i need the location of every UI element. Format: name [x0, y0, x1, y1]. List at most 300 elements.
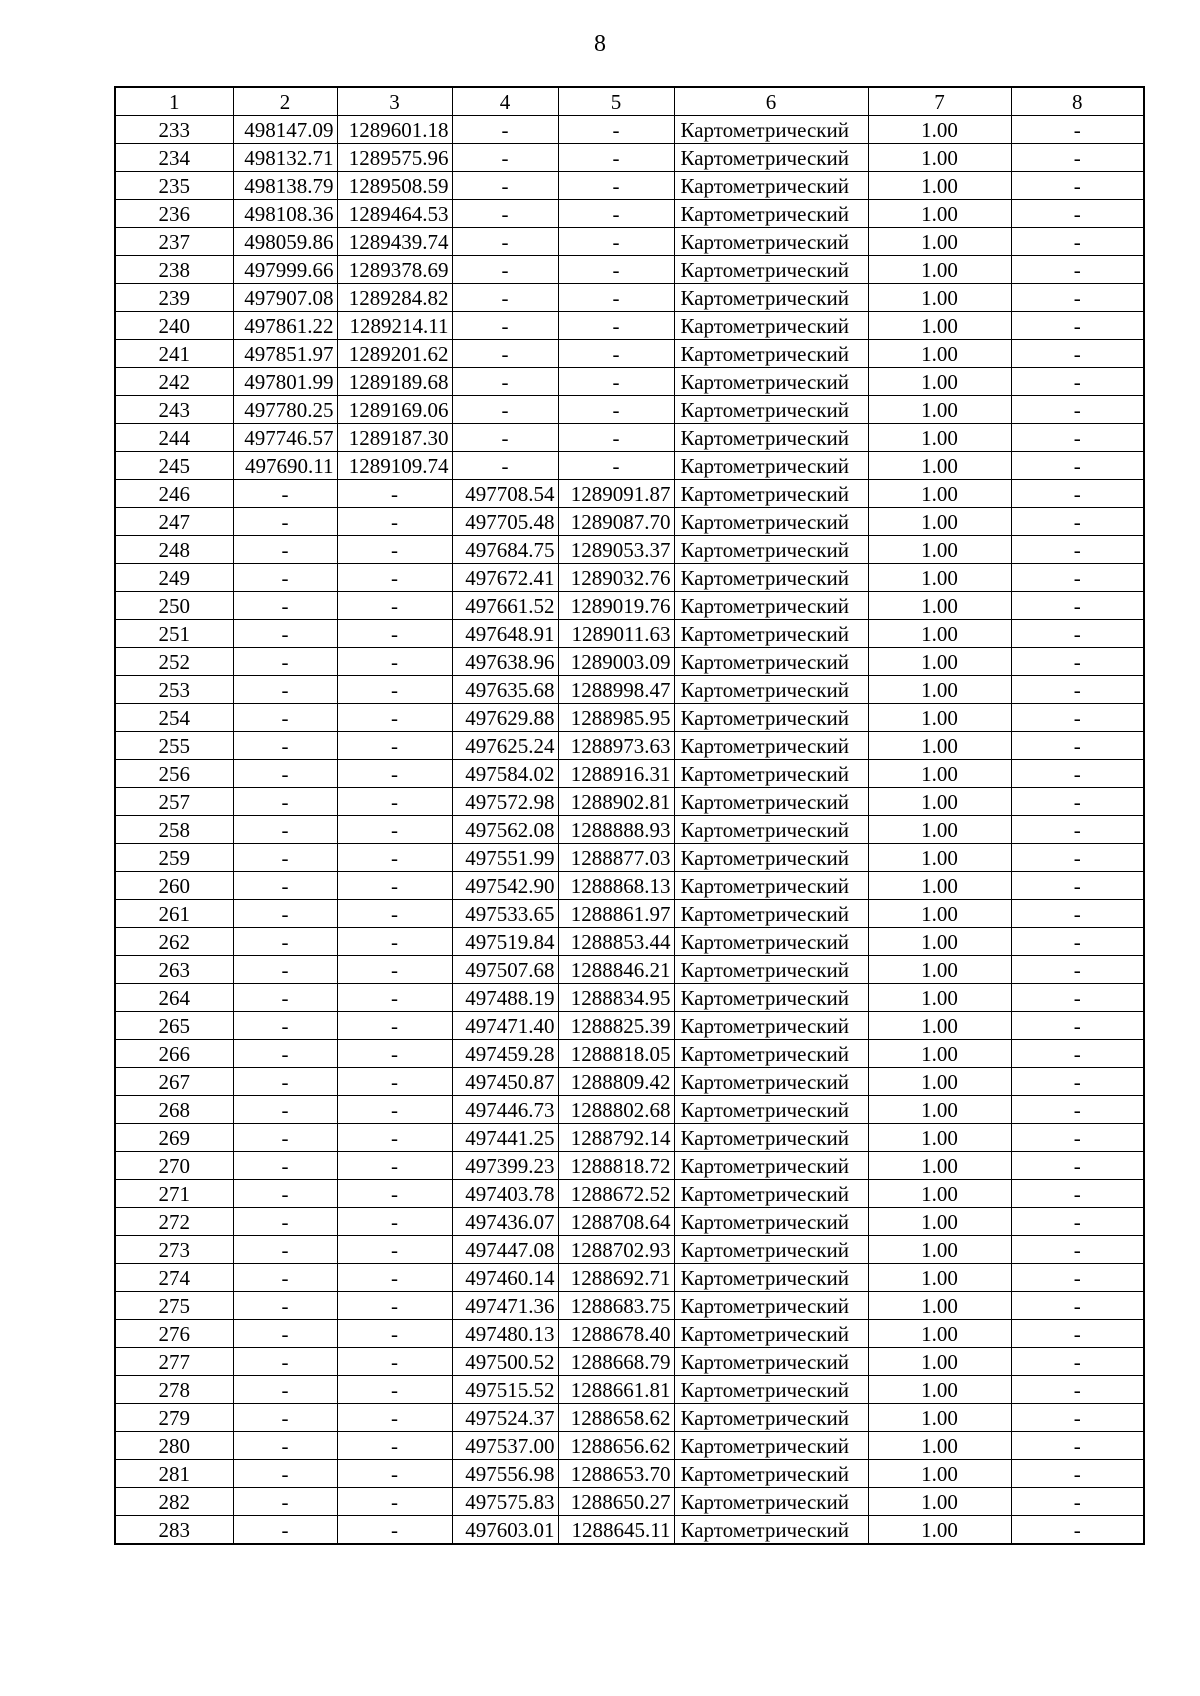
cell-existing-x: - [233, 1348, 337, 1376]
cell-description: - [1011, 564, 1144, 592]
cell-new-x: 497480.13 [452, 1320, 558, 1348]
cell-new-x: 497542.90 [452, 872, 558, 900]
cell-existing-x: - [233, 1152, 337, 1180]
cell-existing-y: - [337, 1180, 452, 1208]
cell-point-number: 259 [115, 844, 233, 872]
cell-existing-y: - [337, 788, 452, 816]
cell-description: - [1011, 620, 1144, 648]
table-row [115, 1320, 1144, 1348]
cell-accuracy: 1.00 [868, 536, 1011, 564]
table-row [115, 1208, 1144, 1236]
cell-accuracy: 1.00 [868, 928, 1011, 956]
cell-existing-x: - [233, 1432, 337, 1460]
cell-description: - [1011, 1292, 1144, 1320]
cell-existing-y: - [337, 732, 452, 760]
cell-existing-y: - [337, 1012, 452, 1040]
cell-method: Картометрический [674, 1320, 868, 1348]
cell-description: - [1011, 1096, 1144, 1124]
cell-existing-x: 497746.57 [233, 424, 337, 452]
cell-accuracy: 1.00 [868, 116, 1011, 144]
cell-existing-y: - [337, 844, 452, 872]
cell-new-x: 497533.65 [452, 900, 558, 928]
cell-description: - [1011, 760, 1144, 788]
cell-new-y: 1289091.87 [558, 480, 674, 508]
cell-accuracy: 1.00 [868, 620, 1011, 648]
cell-new-x: 497705.48 [452, 508, 558, 536]
cell-existing-y: 1289214.11 [337, 312, 452, 340]
cell-method: Картометрический [674, 984, 868, 1012]
cell-existing-x: - [233, 480, 337, 508]
table-row [115, 1152, 1144, 1180]
cell-description: - [1011, 1180, 1144, 1208]
cell-method: Картометрический [674, 1236, 868, 1264]
table-row [115, 228, 1144, 256]
cell-method: Картометрический [674, 1264, 868, 1292]
cell-new-y: 1288818.72 [558, 1152, 674, 1180]
cell-new-y: 1288802.68 [558, 1096, 674, 1124]
cell-new-y: 1288818.05 [558, 1040, 674, 1068]
table-row [115, 200, 1144, 228]
cell-description: - [1011, 1040, 1144, 1068]
cell-point-number: 234 [115, 144, 233, 172]
table-row [115, 928, 1144, 956]
cell-existing-x: 498138.79 [233, 172, 337, 200]
cell-new-y: 1288661.81 [558, 1376, 674, 1404]
cell-new-x: 497519.84 [452, 928, 558, 956]
cell-new-y: 1288658.62 [558, 1404, 674, 1432]
table-row [115, 340, 1144, 368]
cell-method: Картометрический [674, 1460, 868, 1488]
cell-accuracy: 1.00 [868, 508, 1011, 536]
table-row [115, 452, 1144, 480]
cell-new-x: 497584.02 [452, 760, 558, 788]
cell-accuracy: 1.00 [868, 368, 1011, 396]
cell-point-number: 265 [115, 1012, 233, 1040]
cell-existing-x: 498132.71 [233, 144, 337, 172]
cell-description: - [1011, 340, 1144, 368]
cell-point-number: 266 [115, 1040, 233, 1068]
cell-method: Картометрический [674, 1124, 868, 1152]
cell-description: - [1011, 1320, 1144, 1348]
cell-method: Картометрический [674, 116, 868, 144]
cell-accuracy: 1.00 [868, 984, 1011, 1012]
cell-new-x: - [452, 396, 558, 424]
cell-point-number: 267 [115, 1068, 233, 1096]
header-row [115, 87, 1144, 116]
cell-existing-y: - [337, 872, 452, 900]
cell-new-x: - [452, 116, 558, 144]
cell-method: Картометрический [674, 788, 868, 816]
table-row [115, 788, 1144, 816]
cell-accuracy: 1.00 [868, 732, 1011, 760]
cell-point-number: 233 [115, 116, 233, 144]
cell-accuracy: 1.00 [868, 1516, 1011, 1545]
cell-point-number: 237 [115, 228, 233, 256]
cell-method: Картометрический [674, 928, 868, 956]
cell-existing-y: - [337, 480, 452, 508]
cell-new-y: 1288902.81 [558, 788, 674, 816]
cell-existing-y: 1289169.06 [337, 396, 452, 424]
cell-new-x: 497515.52 [452, 1376, 558, 1404]
cell-point-number: 279 [115, 1404, 233, 1432]
cell-description: - [1011, 1460, 1144, 1488]
cell-existing-x: - [233, 1488, 337, 1516]
cell-new-y: - [558, 144, 674, 172]
cell-existing-x: - [233, 760, 337, 788]
cell-existing-y: - [337, 1488, 452, 1516]
table-row [115, 872, 1144, 900]
cell-existing-x: - [233, 1040, 337, 1068]
cell-existing-y: 1289601.18 [337, 116, 452, 144]
cell-description: - [1011, 172, 1144, 200]
cell-method: Картометрический [674, 872, 868, 900]
cell-accuracy: 1.00 [868, 172, 1011, 200]
cell-existing-y: - [337, 1348, 452, 1376]
cell-accuracy: 1.00 [868, 704, 1011, 732]
cell-description: - [1011, 1152, 1144, 1180]
table-row [115, 900, 1144, 928]
cell-new-y: - [558, 424, 674, 452]
table-row [115, 368, 1144, 396]
cell-accuracy: 1.00 [868, 648, 1011, 676]
cell-new-x: - [452, 424, 558, 452]
cell-existing-x: 497861.22 [233, 312, 337, 340]
cell-existing-x: - [233, 956, 337, 984]
cell-existing-y: - [337, 1040, 452, 1068]
cell-new-y: 1289019.76 [558, 592, 674, 620]
column-header: 3 [337, 87, 452, 116]
column-header: 5 [558, 87, 674, 116]
cell-method: Картометрический [674, 816, 868, 844]
cell-description: - [1011, 116, 1144, 144]
cell-method: Картометрический [674, 844, 868, 872]
cell-new-x: 497708.54 [452, 480, 558, 508]
cell-new-y: 1289032.76 [558, 564, 674, 592]
cell-accuracy: 1.00 [868, 1264, 1011, 1292]
cell-new-y: 1288702.93 [558, 1236, 674, 1264]
cell-new-x: 497625.24 [452, 732, 558, 760]
cell-new-x: - [452, 256, 558, 284]
table-row [115, 284, 1144, 312]
cell-accuracy: 1.00 [868, 1488, 1011, 1516]
cell-description: - [1011, 788, 1144, 816]
cell-new-x: - [452, 312, 558, 340]
cell-existing-x: - [233, 1292, 337, 1320]
cell-new-x: 497460.14 [452, 1264, 558, 1292]
column-header: 1 [115, 87, 233, 116]
cell-existing-x: - [233, 984, 337, 1012]
table-row [115, 1096, 1144, 1124]
cell-new-x: - [452, 172, 558, 200]
cell-existing-y: - [337, 1152, 452, 1180]
cell-existing-x: - [233, 928, 337, 956]
cell-accuracy: 1.00 [868, 1012, 1011, 1040]
cell-new-y: 1288877.03 [558, 844, 674, 872]
cell-new-y: 1288678.40 [558, 1320, 674, 1348]
cell-method: Картометрический [674, 620, 868, 648]
cell-new-y: 1288668.79 [558, 1348, 674, 1376]
cell-new-x: 497572.98 [452, 788, 558, 816]
column-header: 4 [452, 87, 558, 116]
cell-new-x: 497403.78 [452, 1180, 558, 1208]
cell-method: Картометрический [674, 1376, 868, 1404]
cell-new-y: 1288861.97 [558, 900, 674, 928]
table-row [115, 592, 1144, 620]
cell-method: Картометрический [674, 424, 868, 452]
cell-description: - [1011, 984, 1144, 1012]
cell-description: - [1011, 816, 1144, 844]
table-row [115, 256, 1144, 284]
cell-point-number: 245 [115, 452, 233, 480]
cell-point-number: 269 [115, 1124, 233, 1152]
cell-existing-y: 1289189.68 [337, 368, 452, 396]
cell-existing-y: - [337, 1460, 452, 1488]
cell-existing-y: 1289378.69 [337, 256, 452, 284]
cell-existing-x: 497690.11 [233, 452, 337, 480]
cell-method: Картометрический [674, 592, 868, 620]
cell-method: Картометрический [674, 172, 868, 200]
cell-method: Картометрический [674, 396, 868, 424]
cell-accuracy: 1.00 [868, 872, 1011, 900]
cell-description: - [1011, 480, 1144, 508]
cell-method: Картометрический [674, 760, 868, 788]
cell-point-number: 253 [115, 676, 233, 704]
table-row [115, 536, 1144, 564]
cell-new-y: 1288916.31 [558, 760, 674, 788]
cell-new-y: 1288868.13 [558, 872, 674, 900]
cell-new-y: 1289011.63 [558, 620, 674, 648]
table-row [115, 1460, 1144, 1488]
cell-description: - [1011, 1264, 1144, 1292]
cell-description: - [1011, 956, 1144, 984]
cell-accuracy: 1.00 [868, 228, 1011, 256]
table-row [115, 396, 1144, 424]
table-row [115, 172, 1144, 200]
cell-existing-x: - [233, 1180, 337, 1208]
cell-description: - [1011, 228, 1144, 256]
cell-existing-x: - [233, 1208, 337, 1236]
cell-method: Картометрический [674, 1096, 868, 1124]
cell-new-x: 497507.68 [452, 956, 558, 984]
cell-point-number: 278 [115, 1376, 233, 1404]
cell-existing-y: - [337, 704, 452, 732]
cell-point-number: 240 [115, 312, 233, 340]
cell-description: - [1011, 704, 1144, 732]
cell-accuracy: 1.00 [868, 1404, 1011, 1432]
cell-existing-y: - [337, 1432, 452, 1460]
cell-new-y: 1289003.09 [558, 648, 674, 676]
cell-accuracy: 1.00 [868, 312, 1011, 340]
cell-existing-x: - [233, 1376, 337, 1404]
page-number: 8 [594, 31, 606, 57]
cell-new-y: - [558, 452, 674, 480]
cell-point-number: 276 [115, 1320, 233, 1348]
cell-existing-x: - [233, 1012, 337, 1040]
column-header: 2 [233, 87, 337, 116]
cell-accuracy: 1.00 [868, 1320, 1011, 1348]
cell-point-number: 252 [115, 648, 233, 676]
cell-new-x: 497638.96 [452, 648, 558, 676]
cell-accuracy: 1.00 [868, 200, 1011, 228]
cell-point-number: 236 [115, 200, 233, 228]
table-row [115, 1040, 1144, 1068]
cell-description: - [1011, 732, 1144, 760]
cell-accuracy: 1.00 [868, 1124, 1011, 1152]
cell-existing-y: - [337, 508, 452, 536]
cell-point-number: 246 [115, 480, 233, 508]
cell-description: - [1011, 200, 1144, 228]
cell-existing-y: 1289439.74 [337, 228, 452, 256]
cell-existing-x: - [233, 1124, 337, 1152]
cell-existing-x: - [233, 1068, 337, 1096]
table-row [115, 1376, 1144, 1404]
cell-existing-y: 1289575.96 [337, 144, 452, 172]
table-row [115, 704, 1144, 732]
cell-accuracy: 1.00 [868, 592, 1011, 620]
cell-method: Картометрический [674, 1488, 868, 1516]
table-row [115, 816, 1144, 844]
cell-accuracy: 1.00 [868, 284, 1011, 312]
cell-existing-x: - [233, 1404, 337, 1432]
cell-point-number: 271 [115, 1180, 233, 1208]
cell-existing-x: 497907.08 [233, 284, 337, 312]
cell-new-x: - [452, 340, 558, 368]
cell-point-number: 241 [115, 340, 233, 368]
cell-new-x: 497562.08 [452, 816, 558, 844]
table-row [115, 984, 1144, 1012]
cell-method: Картометрический [674, 1152, 868, 1180]
cell-existing-y: - [337, 1292, 452, 1320]
cell-new-y: 1288985.95 [558, 704, 674, 732]
cell-existing-x: 498147.09 [233, 116, 337, 144]
cell-description: - [1011, 1124, 1144, 1152]
cell-description: - [1011, 872, 1144, 900]
cell-point-number: 235 [115, 172, 233, 200]
cell-new-x: 497684.75 [452, 536, 558, 564]
table-row [115, 760, 1144, 788]
cell-new-y: 1288650.27 [558, 1488, 674, 1516]
cell-existing-y: 1289109.74 [337, 452, 452, 480]
cell-description: - [1011, 844, 1144, 872]
table-row [115, 732, 1144, 760]
cell-method: Картометрический [674, 536, 868, 564]
cell-existing-y: - [337, 1516, 452, 1545]
cell-method: Картометрический [674, 1432, 868, 1460]
cell-accuracy: 1.00 [868, 1460, 1011, 1488]
table-body [115, 116, 1144, 1545]
cell-new-x: 497603.01 [452, 1516, 558, 1545]
cell-existing-y: - [337, 956, 452, 984]
cell-method: Картометрический [674, 704, 868, 732]
table-row [115, 1292, 1144, 1320]
cell-accuracy: 1.00 [868, 1152, 1011, 1180]
cell-new-y: - [558, 256, 674, 284]
cell-existing-x: - [233, 1516, 337, 1545]
cell-point-number: 254 [115, 704, 233, 732]
cell-new-y: 1288853.44 [558, 928, 674, 956]
cell-description: - [1011, 508, 1144, 536]
cell-existing-y: - [337, 1068, 452, 1096]
cell-accuracy: 1.00 [868, 844, 1011, 872]
cell-accuracy: 1.00 [868, 1068, 1011, 1096]
coordinates-table [114, 86, 1145, 1545]
cell-new-x: 497672.41 [452, 564, 558, 592]
cell-new-x: 497459.28 [452, 1040, 558, 1068]
cell-existing-y: - [337, 760, 452, 788]
cell-new-y: 1288888.93 [558, 816, 674, 844]
cell-new-y: 1288683.75 [558, 1292, 674, 1320]
cell-new-x: 497537.00 [452, 1432, 558, 1460]
cell-method: Картометрический [674, 256, 868, 284]
cell-point-number: 242 [115, 368, 233, 396]
cell-existing-y: - [337, 1320, 452, 1348]
cell-point-number: 257 [115, 788, 233, 816]
cell-description: - [1011, 256, 1144, 284]
cell-point-number: 261 [115, 900, 233, 928]
cell-existing-y: - [337, 620, 452, 648]
cell-existing-x: - [233, 900, 337, 928]
cell-accuracy: 1.00 [868, 340, 1011, 368]
cell-description: - [1011, 1012, 1144, 1040]
cell-existing-y: - [337, 592, 452, 620]
cell-existing-y: - [337, 536, 452, 564]
table-row [115, 676, 1144, 704]
table-row [115, 1180, 1144, 1208]
cell-existing-x: - [233, 1320, 337, 1348]
table-row [115, 1348, 1144, 1376]
cell-accuracy: 1.00 [868, 1236, 1011, 1264]
cell-new-x: 497446.73 [452, 1096, 558, 1124]
cell-description: - [1011, 928, 1144, 956]
cell-method: Картометрический [674, 1208, 868, 1236]
cell-point-number: 282 [115, 1488, 233, 1516]
cell-method: Картометрический [674, 480, 868, 508]
cell-accuracy: 1.00 [868, 452, 1011, 480]
cell-method: Картометрический [674, 1404, 868, 1432]
table-row [115, 1404, 1144, 1432]
cell-method: Картометрический [674, 648, 868, 676]
cell-method: Картометрический [674, 1516, 868, 1545]
cell-point-number: 272 [115, 1208, 233, 1236]
cell-existing-y: - [337, 1264, 452, 1292]
cell-description: - [1011, 1488, 1144, 1516]
cell-new-y: - [558, 312, 674, 340]
cell-new-x: - [452, 368, 558, 396]
cell-existing-x: - [233, 676, 337, 704]
cell-accuracy: 1.00 [868, 256, 1011, 284]
cell-point-number: 281 [115, 1460, 233, 1488]
cell-existing-x: 497780.25 [233, 396, 337, 424]
cell-point-number: 260 [115, 872, 233, 900]
cell-new-x: 497551.99 [452, 844, 558, 872]
cell-new-y: 1288792.14 [558, 1124, 674, 1152]
cell-description: - [1011, 312, 1144, 340]
cell-existing-y: - [337, 564, 452, 592]
cell-existing-y: - [337, 676, 452, 704]
cell-accuracy: 1.00 [868, 1432, 1011, 1460]
cell-existing-x: - [233, 592, 337, 620]
cell-description: - [1011, 1348, 1144, 1376]
cell-new-y: 1288656.62 [558, 1432, 674, 1460]
cell-method: Картометрический [674, 144, 868, 172]
cell-existing-x: - [233, 1264, 337, 1292]
cell-point-number: 275 [115, 1292, 233, 1320]
table-row [115, 1068, 1144, 1096]
cell-point-number: 256 [115, 760, 233, 788]
cell-description: - [1011, 1208, 1144, 1236]
cell-existing-x: - [233, 1460, 337, 1488]
cell-new-y: 1288708.64 [558, 1208, 674, 1236]
